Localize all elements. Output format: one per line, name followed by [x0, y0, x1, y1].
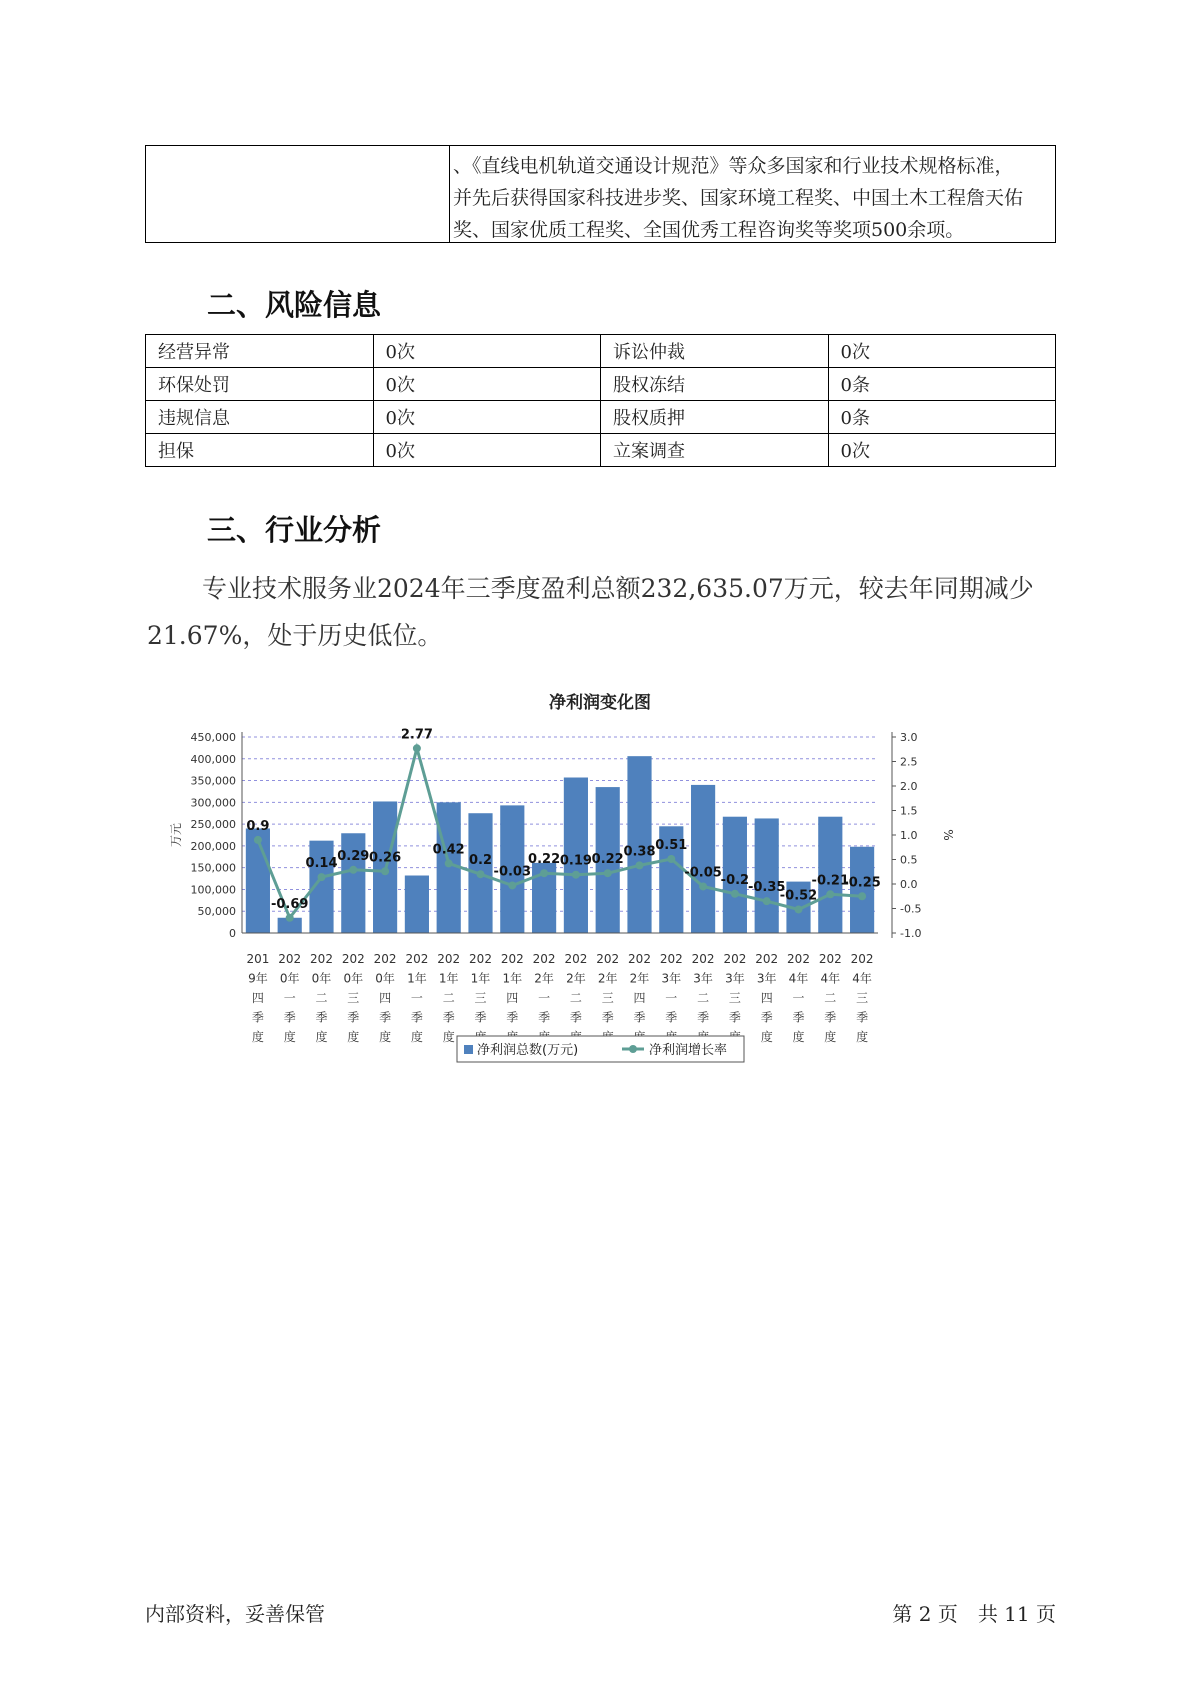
x-tick-label: 3年 — [661, 971, 682, 986]
growth-point — [572, 871, 580, 879]
x-tick-label: 季 — [538, 1010, 551, 1025]
x-tick-label: 季 — [856, 1010, 869, 1025]
x-tick-label: 202 — [659, 952, 683, 966]
growth-point — [508, 881, 516, 889]
risk-item-value: 0次 — [373, 335, 601, 368]
x-tick-label: 202 — [596, 952, 620, 966]
y-right-tick-label: 1.0 — [900, 829, 918, 842]
risk-item-value: 0条 — [828, 401, 1056, 434]
y-left-tick-label: 50,000 — [197, 905, 236, 919]
x-tick-label: 三 — [856, 991, 869, 1005]
risk-row — [146, 368, 1056, 401]
x-tick-label: 四 — [760, 991, 773, 1005]
x-tick-label: 202 — [278, 952, 302, 966]
growth-data-label: 0.19 — [559, 853, 592, 869]
growth-point — [763, 897, 771, 905]
x-tick-label: 季 — [728, 1010, 741, 1025]
x-tick-label: 三 — [474, 991, 487, 1005]
legend-bar-swatch — [464, 1045, 473, 1054]
risk-row — [146, 335, 1056, 368]
risk-item-label: 担保 — [146, 434, 374, 467]
x-tick-label: 0年 — [311, 971, 332, 986]
x-tick-label: 季 — [697, 1010, 710, 1025]
risk-item-value: 0次 — [828, 335, 1056, 368]
growth-data-label: 0.51 — [655, 838, 688, 854]
y-left-tick-label: 250,000 — [190, 818, 236, 832]
x-tick-label: 202 — [787, 952, 810, 966]
x-tick-label: 季 — [824, 1010, 837, 1025]
x-tick-label: 202 — [723, 952, 747, 966]
growth-data-label: -0.05 — [684, 865, 722, 881]
x-tick-label: 9年 — [248, 971, 268, 986]
intro-line: 奖、国家优质工程奖、全国优秀工程咨询奖等奖项500余项。 — [453, 219, 965, 241]
risk-item-value: 0次 — [828, 434, 1056, 467]
x-tick-label: 202 — [818, 952, 842, 966]
y-right-tick-label: 0.5 — [900, 853, 918, 867]
x-tick-label: 三 — [601, 991, 614, 1005]
x-tick-label: 202 — [373, 952, 397, 966]
growth-data-label: 0.22 — [528, 852, 561, 868]
section-heading-risk: 二、风险信息 — [207, 288, 382, 322]
y-left-tick-label: 200,000 — [190, 839, 236, 853]
x-tick-label: 202 — [850, 952, 874, 966]
risk-item-label: 立案调查 — [601, 434, 829, 467]
x-tick-label: 一 — [792, 991, 805, 1005]
x-tick-label: 2年 — [597, 971, 618, 986]
growth-data-label: -0.35 — [747, 880, 786, 896]
growth-point — [286, 914, 294, 922]
growth-data-label: 0.38 — [623, 844, 656, 860]
x-tick-label: 202 — [564, 952, 588, 966]
x-tick-label: 3年 — [756, 971, 777, 986]
x-tick-label: 四 — [379, 991, 392, 1005]
growth-point — [381, 867, 389, 875]
industry-paragraph: 专业技术服务业2024年三季度盈利总额232,635.07万元，较去年同期减少21.67%，处于历史低位。 — [147, 574, 1034, 650]
x-tick-label: 202 — [532, 952, 556, 966]
x-tick-label: 季 — [410, 1010, 423, 1025]
footer-page-number: 第 2 页 共 11 页 — [892, 1602, 1056, 1626]
x-tick-label: 度 — [251, 1030, 264, 1044]
risk-item-label: 诉讼仲裁 — [601, 335, 829, 368]
risk-item-value: 0次 — [373, 401, 601, 434]
risk-item-label: 违规信息 — [146, 401, 374, 434]
growth-data-label: 0.29 — [337, 848, 370, 864]
x-tick-label: 4年 — [820, 971, 841, 986]
risk-item-value: 0次 — [373, 434, 601, 467]
bar — [755, 818, 779, 933]
growth-point — [413, 744, 421, 752]
x-tick-label: 3年 — [725, 971, 745, 986]
growth-data-label: -0.69 — [270, 896, 309, 912]
y-right-tick-label: -0.5 — [900, 902, 922, 916]
risk-item-label: 股权冻结 — [601, 368, 829, 401]
x-tick-label: 1年 — [438, 971, 459, 986]
growth-data-label: 0.9 — [246, 818, 270, 834]
growth-data-label: 2.77 — [400, 727, 433, 743]
growth-data-label: 0.2 — [468, 853, 493, 869]
x-tick-label: 一 — [665, 991, 678, 1005]
x-tick-label: 度 — [379, 1030, 392, 1044]
growth-data-label: -0.21 — [811, 873, 850, 889]
growth-point — [699, 882, 707, 890]
x-tick-label: 0年 — [343, 971, 364, 986]
risk-item-value: 0次 — [373, 368, 601, 401]
x-tick-label: 季 — [569, 1010, 582, 1025]
intro-table-empty-cell — [146, 146, 450, 242]
x-tick-label: 202 — [469, 952, 492, 966]
x-tick-label: 2年 — [629, 971, 650, 986]
x-tick-label: 度 — [824, 1030, 837, 1044]
y-right-tick-label: -1.0 — [900, 927, 922, 940]
x-tick-label: 1年 — [502, 971, 523, 986]
footer-confidential: 内部资料，妥善保管 — [145, 1602, 325, 1626]
y-left-tick-label: 100,000 — [190, 883, 236, 897]
risk-table — [145, 334, 1056, 467]
x-tick-label: 一 — [283, 991, 296, 1005]
growth-point — [731, 890, 739, 898]
x-tick-label: 季 — [251, 1010, 264, 1025]
y-left-tick-label: 0 — [229, 927, 236, 940]
x-tick-label: 4年 — [852, 971, 872, 986]
x-tick-label: 季 — [760, 1010, 773, 1025]
growth-point — [318, 873, 326, 881]
y-right-axis-title: % — [941, 829, 955, 841]
x-tick-label: 202 — [500, 952, 524, 966]
x-tick-label: 202 — [628, 952, 651, 966]
y-left-tick-label: 450,000 — [190, 731, 236, 744]
x-tick-label: 季 — [315, 1010, 328, 1025]
growth-point — [254, 836, 262, 844]
x-tick-label: 季 — [601, 1010, 614, 1025]
y-right-tick-label: 0.0 — [900, 878, 918, 891]
x-tick-label: 四 — [633, 991, 646, 1005]
legend-bar-label: 净利润总数(万元) — [477, 1043, 579, 1058]
growth-data-label: 0.42 — [432, 842, 465, 858]
x-tick-label: 二 — [569, 991, 582, 1005]
x-tick-label: 202 — [341, 952, 365, 966]
growth-point — [604, 869, 612, 877]
x-tick-label: 0年 — [279, 971, 300, 986]
x-tick-label: 1年 — [470, 971, 491, 986]
growth-data-label: -0.25 — [843, 875, 881, 891]
legend-line-label: 净利润增长率 — [649, 1043, 728, 1058]
x-tick-label: 二 — [697, 991, 710, 1005]
y-left-tick-label: 350,000 — [190, 774, 236, 788]
x-tick-label: 2年 — [566, 971, 586, 986]
x-tick-label: 度 — [442, 1030, 455, 1044]
growth-point — [795, 905, 803, 913]
growth-data-label: -0.03 — [493, 864, 532, 880]
intro-line: 并先后获得国家科技进步奖、国家环境工程奖、中国土木工程詹天佑 — [453, 187, 1024, 209]
x-tick-label: 度 — [792, 1030, 805, 1044]
growth-point — [636, 861, 644, 869]
x-tick-label: 3年 — [693, 971, 713, 986]
x-tick-label: 二 — [824, 991, 837, 1005]
risk-item-label: 环保处罚 — [146, 368, 374, 401]
risk-item-value: 0条 — [828, 368, 1056, 401]
y-left-tick-label: 150,000 — [190, 861, 236, 875]
bar — [246, 828, 270, 933]
legend-line-marker — [629, 1045, 637, 1053]
x-tick-label: 202 — [405, 952, 429, 966]
growth-point — [445, 859, 453, 867]
growth-point — [477, 870, 485, 878]
intro-table-text-cell — [450, 146, 1055, 242]
x-tick-label: 四 — [506, 991, 519, 1005]
x-tick-label: 季 — [283, 1010, 296, 1025]
growth-data-label: 0.22 — [591, 852, 624, 868]
bar — [405, 876, 429, 933]
x-tick-label: 季 — [665, 1010, 678, 1025]
x-tick-label: 度 — [283, 1030, 296, 1044]
x-tick-label: 202 — [691, 952, 715, 966]
x-tick-label: 季 — [442, 1010, 455, 1025]
growth-point — [349, 866, 357, 874]
x-tick-label: 四 — [251, 991, 264, 1005]
y-left-tick-label: 400,000 — [190, 752, 236, 766]
x-tick-label: 一 — [538, 991, 551, 1005]
growth-point — [826, 890, 834, 898]
y-right-tick-label: 2.0 — [900, 780, 918, 793]
growth-data-label: -0.52 — [779, 888, 818, 904]
growth-point — [540, 869, 548, 877]
risk-row — [146, 434, 1056, 467]
growth-data-label: 0.14 — [305, 856, 338, 872]
x-tick-label: 季 — [379, 1010, 392, 1025]
risk-row — [146, 401, 1056, 434]
growth-point — [858, 892, 866, 900]
risk-item-label: 股权质押 — [601, 401, 829, 434]
y-right-tick-label: 3.0 — [900, 731, 918, 744]
x-tick-label: 0年 — [375, 971, 395, 986]
net-profit-chart — [150, 680, 1050, 1140]
x-tick-label: 202 — [310, 952, 333, 966]
x-tick-label: 度 — [410, 1030, 423, 1044]
growth-data-label: 0.26 — [369, 850, 402, 866]
x-tick-label: 二 — [315, 991, 328, 1005]
x-tick-label: 度 — [315, 1030, 328, 1044]
growth-point — [667, 855, 675, 863]
x-tick-label: 三 — [347, 991, 360, 1005]
y-left-tick-label: 300,000 — [190, 796, 236, 810]
risk-item-label: 经营异常 — [146, 335, 374, 368]
x-tick-label: 202 — [437, 952, 461, 966]
x-tick-label: 度 — [760, 1030, 773, 1044]
x-tick-label: 季 — [792, 1010, 805, 1025]
x-tick-label: 季 — [347, 1010, 360, 1025]
x-tick-label: 4年 — [788, 971, 809, 986]
x-tick-label: 度 — [856, 1030, 869, 1044]
chart-title: 净利润变化图 — [549, 693, 651, 713]
x-tick-label: 二 — [442, 991, 455, 1005]
x-tick-label: 季 — [474, 1010, 487, 1025]
x-tick-label: 1年 — [407, 971, 427, 986]
x-tick-label: 季 — [633, 1010, 646, 1025]
intro-table — [145, 145, 1056, 243]
y-right-tick-label: 2.5 — [900, 755, 918, 769]
y-left-axis-title: 万元 — [169, 822, 183, 848]
x-tick-label: 202 — [755, 952, 779, 966]
x-tick-label: 季 — [506, 1010, 519, 1025]
bar — [691, 785, 715, 933]
x-tick-label: 度 — [347, 1030, 360, 1044]
y-right-tick-label: 1.5 — [900, 804, 918, 818]
x-tick-label: 三 — [728, 991, 741, 1005]
section-heading-industry: 三、行业分析 — [207, 513, 382, 547]
x-tick-label: 一 — [410, 991, 423, 1005]
growth-data-label: -0.2 — [720, 872, 750, 888]
intro-line: 、《直线电机轨道交通设计规范》等众多国家和行业技术规格标准， — [453, 155, 1014, 177]
x-tick-label: 201 — [246, 952, 270, 966]
x-tick-label: 2年 — [534, 971, 554, 986]
